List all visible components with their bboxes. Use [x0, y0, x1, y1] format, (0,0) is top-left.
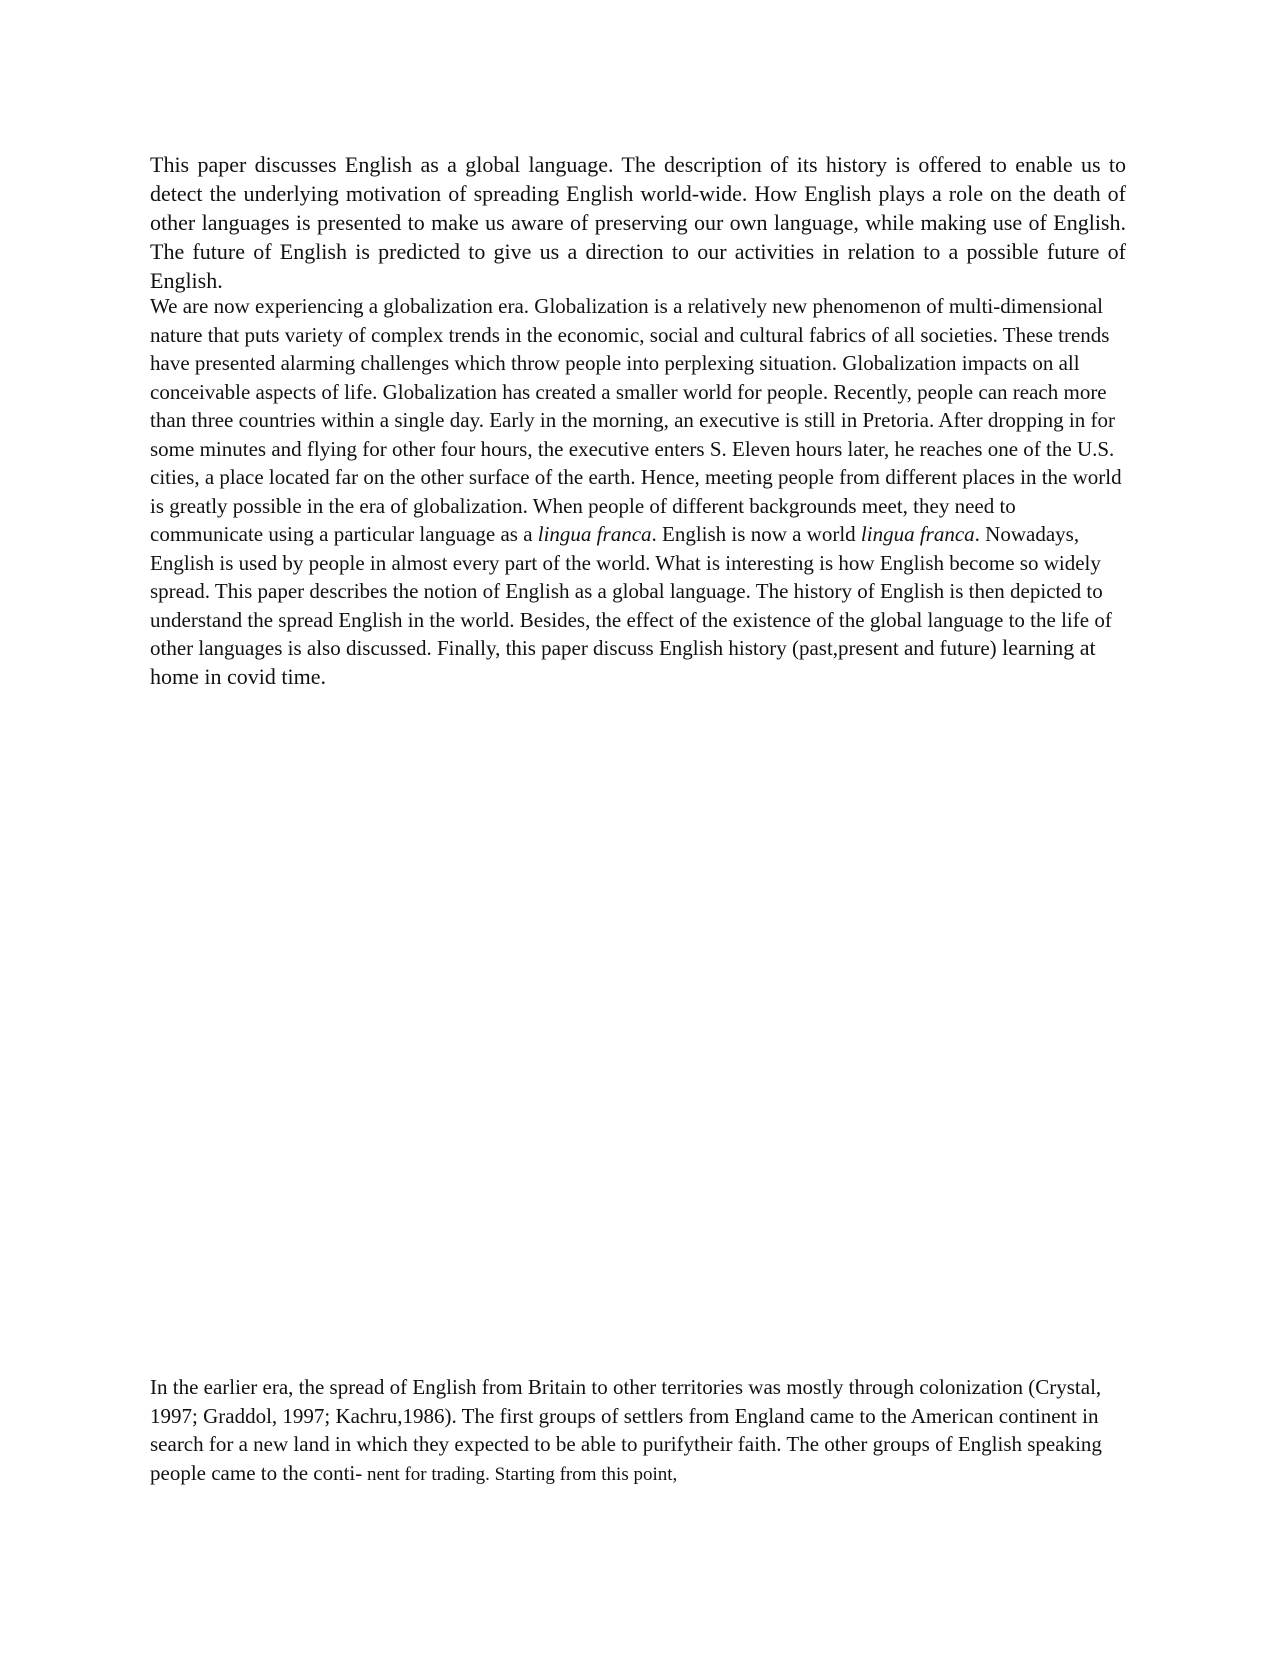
introduction-text-a: We are now experiencing a globalization era. Globalization is a relatively new phenomenon of multi-dimensional nature that puts variety of complex trends in the economic, social and cultural fabrics of all societies. These trends have presented alarming challenges which throw people into perplexing situation. Globalization impacts on all conceivable aspects of life. Globalization has created a smaller world for people. Recently, people can reach more than three countries within a single day. Early in the morning, an executive is still in Pretoria. After dropping in for some minutes and flying for other four hours, the executive enters S. Eleven hours later, he reaches one of the U.S. cities, a place located far on the other surface of the earth. Hence, meeting people from different places in the world is greatly possible in the era of globalization. When people of different backgrounds meet, they need to communicate using a particular language as a: [150, 294, 1122, 546]
introduction-text-d: learning at home in covid time.: [150, 635, 1096, 689]
history-paragraph: [150, 1373, 1126, 1489]
introduction-text-c: . Nowadays, English is used by people in almost every part of the world. What is interesting is how English become so widely spread. This paper describes the notion of English as a global language. The history of English is then depicted to understand the spread English in the world. Besides, the effect of the existence of the global language to the life of other languages is also discussed. Finally, this paper discuss English history (past,present and future): [150, 522, 1112, 660]
italic-term-lingua-franca-2: lingua franca: [860, 522, 975, 546]
abstract-text: This paper discusses English as a global language. The description of its history is offered to enable us to detect the underlying motivation of spreading English world-wide. How English plays a role on the death of other languages is presented to make us aware of preserving our own language, while making use of English. The future of English is predicted to give us a direction to our activities in relation to a possible future of English.: [150, 152, 1126, 293]
abstract-paragraph: [150, 150, 1126, 295]
introduction-text-b: . English is now a world: [651, 522, 861, 546]
history-text-b: nent for trading. Starting from this point,: [362, 1463, 678, 1485]
italic-term-lingua-franca-1: lingua franca: [537, 522, 652, 546]
introduction-paragraph: [150, 292, 1126, 691]
history-text-a: In the earlier era, the spread of English from Britain to other territories was mostly through colonization (Crystal, 1997; Graddol, 1997; Kachru,1986). The first groups of settlers from England came to the American continent in search for a new land in which they expected to be able to purifytheir faith. The other groups of English speaking people came to the conti-: [150, 1375, 1102, 1485]
